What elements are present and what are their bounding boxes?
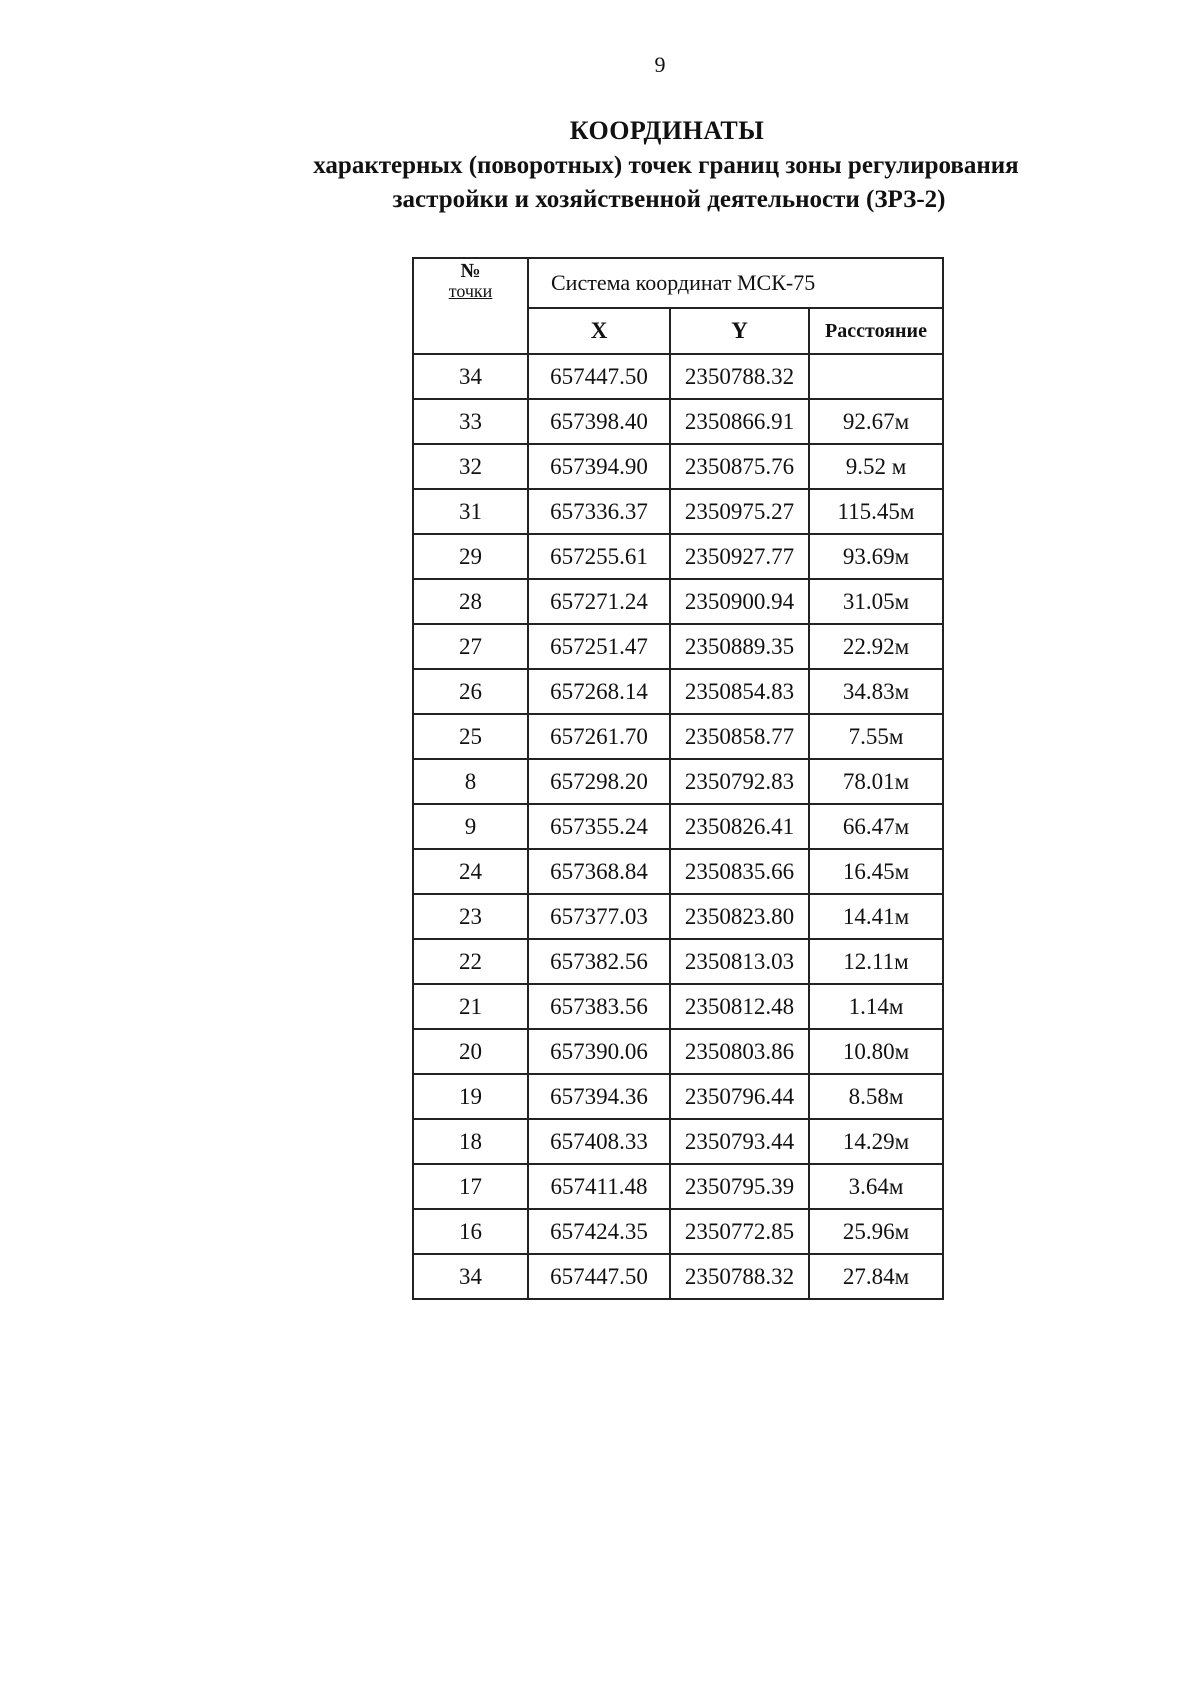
y-coordinate-cell: 2350889.35 — [670, 624, 809, 669]
x-coordinate-cell: 657447.50 — [528, 1254, 670, 1299]
y-coordinate-cell: 2350900.94 — [670, 579, 809, 624]
y-coordinate-cell: 2350835.66 — [670, 849, 809, 894]
y-coordinate-cell: 2350788.32 — [670, 1254, 809, 1299]
y-coordinate-cell: 2350795.39 — [670, 1164, 809, 1209]
x-coordinate-cell: 657261.70 — [528, 714, 670, 759]
table-row — [413, 354, 943, 399]
distance-cell: 14.29м — [809, 1119, 943, 1164]
distance-cell: 22.92м — [809, 624, 943, 669]
y-coordinate-cell: 2350803.86 — [670, 1029, 809, 1074]
point-number-cell: 34 — [413, 354, 528, 399]
point-number-cell: 29 — [413, 534, 528, 579]
table-row — [413, 1164, 943, 1209]
y-coordinate-cell: 2350812.48 — [670, 984, 809, 1029]
point-number-cell: 18 — [413, 1119, 528, 1164]
x-coordinate-cell: 657394.36 — [528, 1074, 670, 1119]
x-coordinate-cell: 657424.35 — [528, 1209, 670, 1254]
distance-cell: 16.45м — [809, 849, 943, 894]
distance-cell: 3.64м — [809, 1164, 943, 1209]
x-coordinate-cell: 657377.03 — [528, 894, 670, 939]
point-number-cell: 8 — [413, 759, 528, 804]
point-number-cell: 31 — [413, 489, 528, 534]
x-coordinate-cell: 657447.50 — [528, 354, 670, 399]
point-number-cell: 32 — [413, 444, 528, 489]
point-number-cell: 21 — [413, 984, 528, 1029]
point-number-cell: 33 — [413, 399, 528, 444]
distance-cell: 25.96м — [809, 1209, 943, 1254]
table-row — [413, 534, 943, 579]
x-coordinate-cell: 657408.33 — [528, 1119, 670, 1164]
table-row — [413, 444, 943, 489]
y-coordinate-cell: 2350792.83 — [670, 759, 809, 804]
table-row — [413, 894, 943, 939]
table-row — [413, 489, 943, 534]
x-coordinate-cell: 657255.61 — [528, 534, 670, 579]
table-row — [413, 714, 943, 759]
y-coordinate-cell: 2350793.44 — [670, 1119, 809, 1164]
distance-cell — [809, 354, 943, 399]
table-row — [413, 1254, 943, 1299]
table-row — [413, 669, 943, 714]
distance-cell: 12.11м — [809, 939, 943, 984]
table-row — [413, 804, 943, 849]
table-row — [413, 939, 943, 984]
header-point-number — [413, 258, 528, 354]
table-header-row — [413, 258, 943, 308]
y-coordinate-cell: 2350875.76 — [670, 444, 809, 489]
x-coordinate-cell: 657298.20 — [528, 759, 670, 804]
point-number-cell: 34 — [413, 1254, 528, 1299]
x-coordinate-cell: 657411.48 — [528, 1164, 670, 1209]
point-number-cell: 28 — [413, 579, 528, 624]
table-row — [413, 624, 943, 669]
distance-cell: 34.83м — [809, 669, 943, 714]
x-coordinate-cell: 657368.84 — [528, 849, 670, 894]
table-row — [413, 984, 943, 1029]
document-title: КООРДИНАТЫ — [569, 116, 765, 145]
y-coordinate-cell: 2350975.27 — [670, 489, 809, 534]
header-x: X — [528, 308, 670, 354]
y-coordinate-cell: 2350866.91 — [670, 399, 809, 444]
x-coordinate-cell: 657251.47 — [528, 624, 670, 669]
x-coordinate-cell: 657336.37 — [528, 489, 670, 534]
distance-cell: 66.47м — [809, 804, 943, 849]
table-row — [413, 1119, 943, 1164]
y-coordinate-cell: 2350927.77 — [670, 534, 809, 579]
distance-cell: 93.69м — [809, 534, 943, 579]
table-row — [413, 399, 943, 444]
distance-cell: 7.55м — [809, 714, 943, 759]
point-number-cell: 9 — [413, 804, 528, 849]
x-coordinate-cell: 657271.24 — [528, 579, 670, 624]
document-subtitle-line-1: характерных (поворотных) точек границ зоны регулирования — [313, 152, 1019, 179]
distance-cell: 8.58м — [809, 1074, 943, 1119]
distance-cell: 27.84м — [809, 1254, 943, 1299]
point-number-cell: 24 — [413, 849, 528, 894]
distance-cell: 31.05м — [809, 579, 943, 624]
point-number-cell: 23 — [413, 894, 528, 939]
point-number-cell: 26 — [413, 669, 528, 714]
point-number-cell: 17 — [413, 1164, 528, 1209]
distance-cell: 9.52 м — [809, 444, 943, 489]
y-coordinate-cell: 2350858.77 — [670, 714, 809, 759]
document-subtitle-line-2: застройки и хозяйственной деятельности (ЗРЗ-2) — [392, 186, 946, 213]
header-point-label: точки — [448, 281, 493, 301]
y-coordinate-cell: 2350772.85 — [670, 1209, 809, 1254]
x-coordinate-cell: 657394.90 — [528, 444, 670, 489]
header-number-sign: № — [460, 260, 481, 282]
distance-cell: 14.41м — [809, 894, 943, 939]
page-number: 9 — [654, 52, 666, 77]
y-coordinate-cell: 2350826.41 — [670, 804, 809, 849]
point-number-cell: 19 — [413, 1074, 528, 1119]
table-row — [413, 849, 943, 894]
point-number-cell: 16 — [413, 1209, 528, 1254]
point-number-cell: 25 — [413, 714, 528, 759]
table-row — [413, 579, 943, 624]
distance-cell: 78.01м — [809, 759, 943, 804]
y-coordinate-cell: 2350813.03 — [670, 939, 809, 984]
y-coordinate-cell: 2350796.44 — [670, 1074, 809, 1119]
coordinates-table — [412, 257, 944, 1300]
x-coordinate-cell: 657268.14 — [528, 669, 670, 714]
point-number-cell: 20 — [413, 1029, 528, 1074]
point-number-cell: 27 — [413, 624, 528, 669]
table-row — [413, 1074, 943, 1119]
y-coordinate-cell: 2350788.32 — [670, 354, 809, 399]
x-coordinate-cell: 657355.24 — [528, 804, 670, 849]
header-coordinate-system: Система координат МСК-75 — [528, 258, 943, 308]
x-coordinate-cell: 657390.06 — [528, 1029, 670, 1074]
y-coordinate-cell: 2350823.80 — [670, 894, 809, 939]
header-distance: Расстояние — [809, 308, 943, 354]
distance-cell: 92.67м — [809, 399, 943, 444]
y-coordinate-cell: 2350854.83 — [670, 669, 809, 714]
distance-cell: 115.45м — [809, 489, 943, 534]
x-coordinate-cell: 657382.56 — [528, 939, 670, 984]
table-row — [413, 1209, 943, 1254]
distance-cell: 10.80м — [809, 1029, 943, 1074]
point-number-cell: 22 — [413, 939, 528, 984]
x-coordinate-cell: 657383.56 — [528, 984, 670, 1029]
x-coordinate-cell: 657398.40 — [528, 399, 670, 444]
distance-cell: 1.14м — [809, 984, 943, 1029]
table-row — [413, 759, 943, 804]
table-row — [413, 1029, 943, 1074]
header-y: Y — [670, 308, 809, 354]
